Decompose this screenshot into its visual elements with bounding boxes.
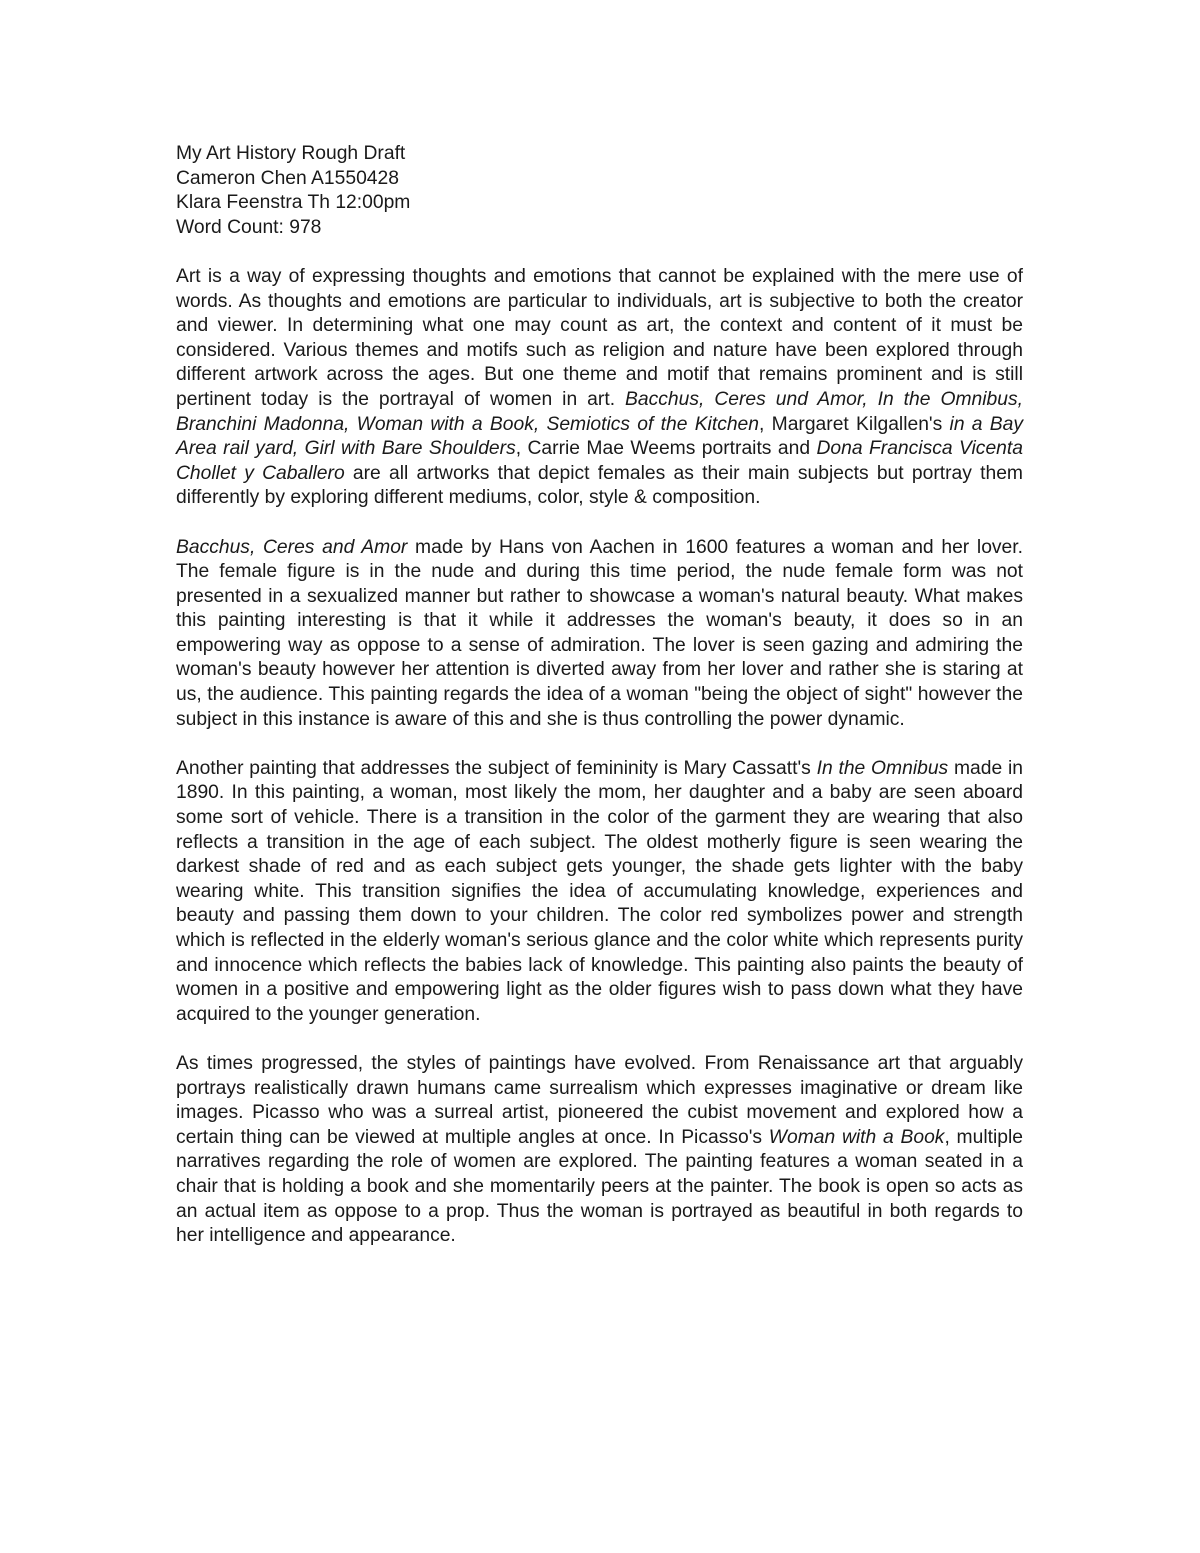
paragraph-1-artworks-3: Dona Francisca Vicenta Chollet y Caballero xyxy=(176,438,1023,484)
paragraph-2 xyxy=(176,536,1023,733)
header-spacer xyxy=(176,240,1023,265)
paragraph-4-text-2: , multiple narratives regarding the role of women are explored. The painting features a woman seated in a chair that is holding a book and she momentarily peers at the painter. The book is open so acts as an actual item as oppose to a prop. Thus the woman is portrayed as beautiful in both regards to her intelligence and appearance. xyxy=(176,1126,1023,1247)
paragraph-3 xyxy=(176,757,1023,1028)
author-line: Cameron Chen A1550428 xyxy=(176,167,399,189)
paragraph-3-artwork-title: In the Omnibus xyxy=(816,757,949,779)
paragraph-4-text-1: As times progressed, the styles of paintings have evolved. From Renaissance art that arguably portrays realistically drawn humans came surrealism which expresses imaginative or dream like images. Picasso who was a surreal artist, pioneered the cubist movement and explored how a certain thing can be viewed at multiple angles at once. In Picasso's xyxy=(176,1052,1023,1148)
paragraph-1-artworks-1: Bacchus, Ceres und Amor, In the Omnibus, Branchini Madonna, Woman with a Book, Semiotics of the Kitchen xyxy=(176,388,1023,435)
paragraph-2-text: made by Hans von Aachen in 1600 features a woman and her lover. The female figure is in the nude and during this time period, the nude female form was not presented in a sexualized manner but rather to showcase a woman's natural beauty. What makes this painting interesting is that it while it addresses the woman's beauty, it does so in an empowering way as oppose to a sense of admiration. The lover is seen gazing and admiring the woman's beauty however her attention is diverted away from her lover and rather she is staring at us, the audience. This painting regards the idea of a woman "being the object of sight" however the subject in this instance is aware of this and she is thus controlling the power dynamic. xyxy=(176,536,1023,730)
paragraph-2-artwork-title: Bacchus, Ceres and Amor xyxy=(176,536,408,558)
paragraph-3-text-1: Another painting that addresses the subject of femininity is Mary Cassatt's xyxy=(176,757,817,779)
paragraph-1-text-4: are all artworks that depict females as their main subjects but portray them differently by exploring different mediums, color, style & composition. xyxy=(176,462,1023,509)
paragraph-1 xyxy=(176,265,1023,511)
paragraph-1-text-1: Art is a way of expressing thoughts and emotions that cannot be explained with the mere use of words. As thoughts and emotions are particular to individuals, art is subjective to both the creator and viewer. In determining what one may count as art, the context and content of it must be considered. Various themes and motifs such as religion and nature have been explored through different artwork across the ages. But one theme and motif that remains prominent and is still pertinent today is the portrayal of women in art. xyxy=(176,265,1023,410)
paragraph-1-text-2: , Margaret Kilgallen's xyxy=(759,413,950,435)
document-header xyxy=(176,142,1023,240)
document-title: My Art History Rough Draft xyxy=(176,143,406,164)
paragraph-4-artwork-title: Woman with a Book xyxy=(768,1126,945,1148)
paragraph-3-text-2: made in 1890. In this painting, a woman, most likely the mom, her daughter and a baby are seen aboard some sort of vehicle. There is a transition in the color of the garment they are wearing that also reflects a transition in the age of each subject. The oldest motherly figure is seen wearing the darkest shade of red and as each subject gets younger, the shade gets lighter with the baby wearing white. This transition signifies the idea of accumulating knowledge, experiences and beauty and passing them down to your children. The color red symbolizes power and strength which is reflected in the elderly woman's serious glance and the color white which represents purity and innocence which reflects the babies lack of knowledge. This painting also paints the beauty of women in a positive and empowering light as the older figures wish to pass down what they have acquired to the younger generation. xyxy=(176,757,1023,1025)
paragraph-1-artworks-2: in a Bay Area rail yard, Girl with Bare Shoulders xyxy=(176,413,1024,460)
paragraph-4 xyxy=(176,1052,1023,1249)
document-body xyxy=(176,142,1023,1273)
word-count-line: Word Count: 978 xyxy=(176,216,322,238)
instructor-line: Klara Feenstra Th 12:00pm xyxy=(176,192,411,214)
paragraph-1-text-3: , Carrie Mae Weems portraits and xyxy=(515,438,817,460)
